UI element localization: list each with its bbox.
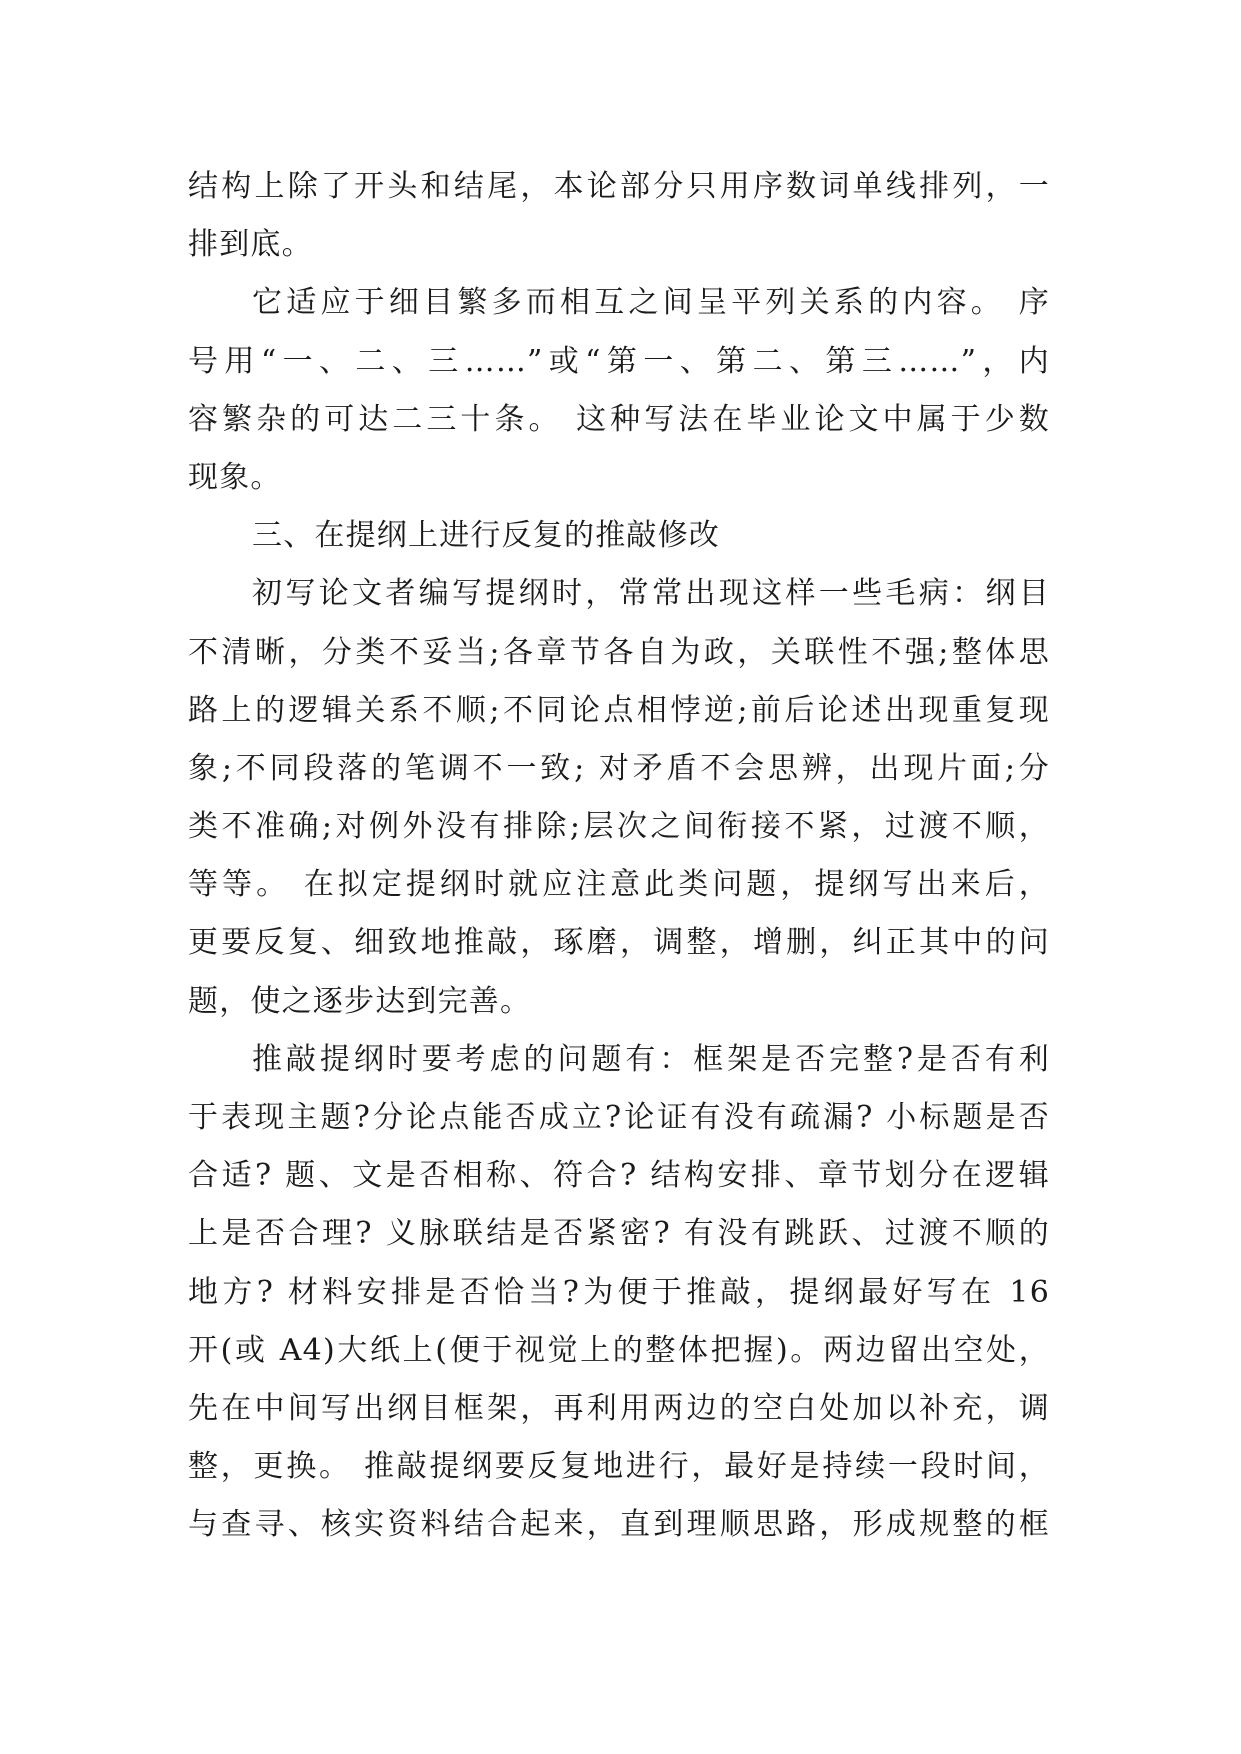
text-line: 与查寻、核实资料结合起来，直到理顺思路，形成规整的框 [188,1507,1050,1543]
text-line: 于表现主题?分论点能否成立?论证有没有疏漏? 小标题是否 [188,1100,1050,1135]
text-line: 现象。 [188,459,282,495]
section-heading: 三、在提纲上进行反复的推敲修改 [252,518,720,554]
text-line: 排到底。 [188,227,313,263]
text-line: 更要反复、细致地推敲，琢磨，调整，增删，纠正其中的问 [188,925,1050,961]
text-line: 先在中间写出纲目框架，再利用两边的空白处加以补充，调 [188,1390,1050,1426]
text-line: 等等。 在拟定提纲时就应注意此类问题，提纲写出来后， [188,867,1050,903]
paragraph-first-line: 初写论文者编写提纲时，常常出现这样一些毛病：纲目 [252,576,1050,612]
paragraph-first-line: 推敲提纲时要考虑的问题有：框架是否完整?是否有利 [252,1041,1050,1077]
text-line: 类不准确;对例外没有排除;层次之间衔接不紧，过渡不顺， [188,809,1050,845]
text-line: 号用“一、二、三……”或“第一、第二、第三……”，内 [188,343,1050,379]
text-line: 象;不同段落的笔调不一致; 对矛盾不会思辨，出现片面;分 [188,750,1050,786]
body-text [188,158,1050,1555]
text-line: 合适? 题、文是否相称、符合? 结构安排、章节划分在逻辑 [188,1158,1050,1194]
text-line: 不清晰，分类不妥当;各章节各自为政，关联性不强;整体思 [188,634,1050,670]
text-line: 整，更换。 推敲提纲要反复地进行，最好是持续一段时间， [188,1449,1050,1485]
text-line: 路上的逻辑关系不顺;不同论点相悖逆;前后论述出现重复现 [188,692,1050,728]
paragraph-first-line: 它适应于细目繁多而相互之间呈平列关系的内容。 序 [252,285,1050,321]
text-line: 地方? 材料安排是否恰当?为便于推敲，提纲最好写在 16 [188,1274,1050,1310]
text-line: 容繁杂的可达二三十条。 这种写法在毕业论文中属于少数 [188,401,1050,437]
text-line: 题，使之逐步达到完善。 [188,983,532,1019]
text-line: 开(或 A4)大纸上(便于视觉上的整体把握)。两边留出空处， [188,1332,1050,1368]
text-line: 上是否合理? 义脉联结是否紧密? 有没有跳跃、过渡不顺的 [188,1216,1050,1252]
text-line: 结构上除了开头和结尾，本论部分只用序数词单线排列，一 [188,169,1050,204]
